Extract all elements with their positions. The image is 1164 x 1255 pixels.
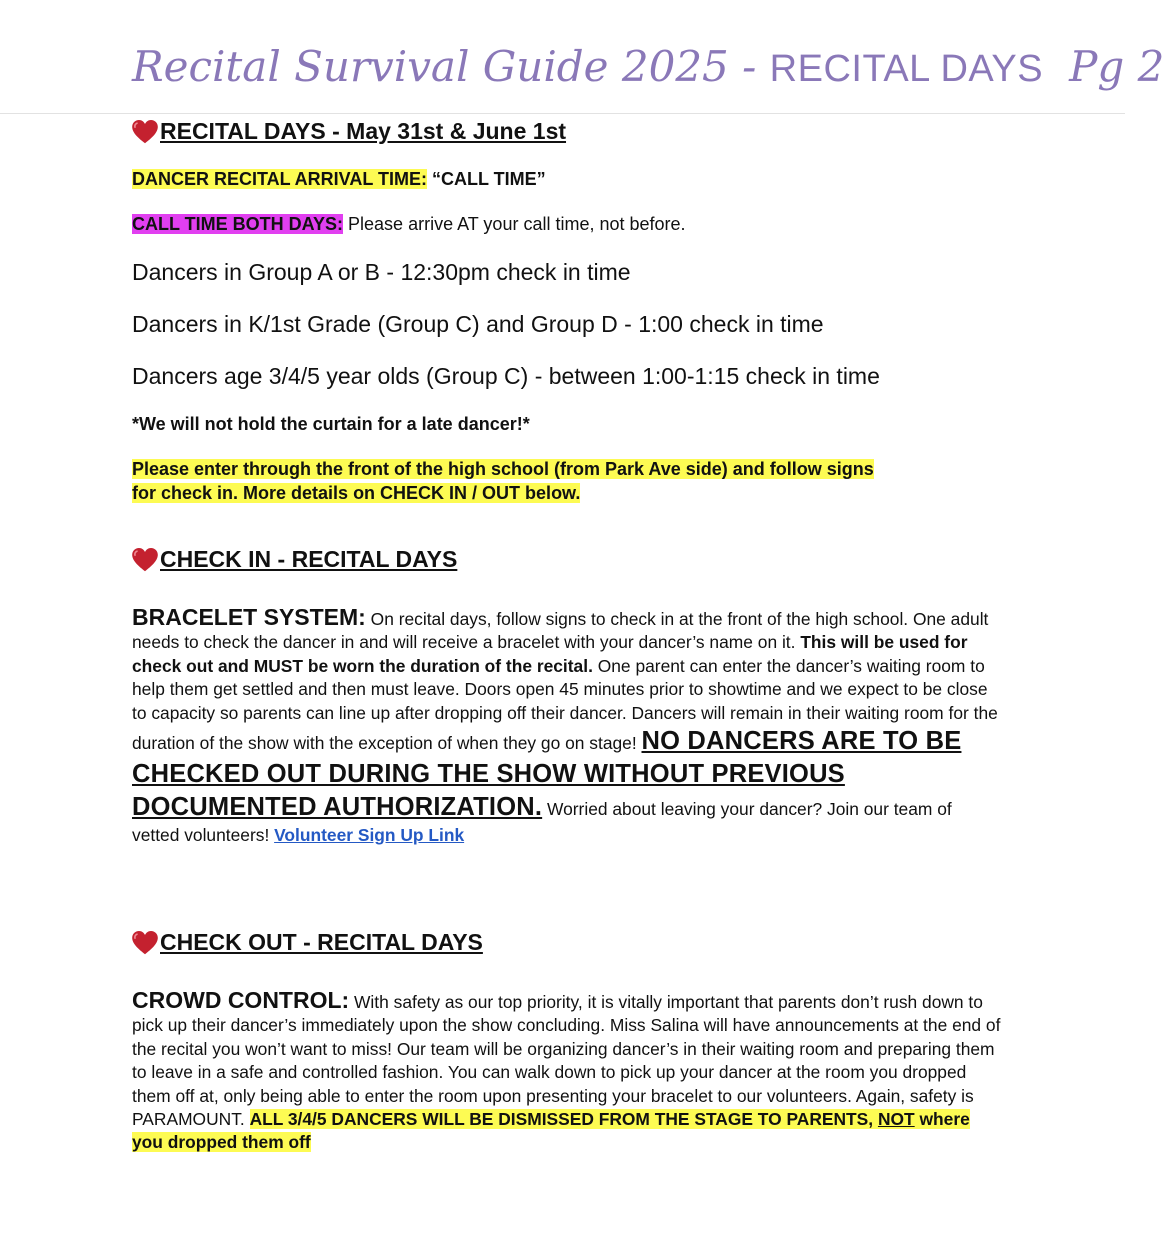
time-group-cd: Dancers in K/1st Grade (Group C) and Group D - 1:00 check in time bbox=[132, 311, 824, 337]
curtain-note: *We will not hold the curtain for a late dancer!* bbox=[132, 414, 530, 434]
red-heart-icon bbox=[132, 548, 158, 572]
heading-text: CHECK OUT - RECITAL DAYS bbox=[160, 929, 483, 955]
section-heading-check-in bbox=[132, 546, 457, 573]
section-heading-check-out bbox=[132, 929, 483, 956]
entry-line-2: for check in. More details on CHECK IN / OUT below. bbox=[132, 483, 581, 503]
red-heart-icon bbox=[132, 931, 158, 955]
dismissal-highlight-2: where you dropped them off bbox=[132, 1109, 970, 1153]
crowd-control-label: CROWD CONTROL: bbox=[132, 987, 350, 1013]
page-title bbox=[132, 42, 1164, 91]
page-number: Pg 2 bbox=[1069, 42, 1164, 91]
time-group-ab: Dancers in Group A or B - 12:30pm check in time bbox=[132, 259, 631, 285]
entry-instructions bbox=[132, 457, 874, 505]
volunteer-signup-link[interactable]: Volunteer Sign Up Link bbox=[274, 825, 465, 846]
call-time-label: CALL TIME BOTH DAYS: bbox=[132, 214, 344, 234]
check-out-paragraph bbox=[132, 989, 1002, 1155]
check-in-text-2: One parent can enter the dancer’s waiting room to help them get settled and then must leave. Doors open 45 minutes prior to showtime and we expect to be close to capacity so parents can line up after dropping off their dancer. Dancers will remain in their waiting room for the duration of the show with the exception of when they go on stage! bbox=[132, 655, 998, 754]
page-header bbox=[0, 0, 1164, 114]
bracelet-system-label: BRACELET SYSTEM: bbox=[132, 604, 366, 630]
arrival-label: DANCER RECITAL ARRIVAL TIME: bbox=[132, 169, 427, 189]
check-in-paragraph bbox=[132, 606, 1002, 847]
arrival-time-line bbox=[132, 168, 546, 190]
check-out-text: With safety as our top priority, it is vitally important that parents don’t rush down to pick up their dancer’s immediately upon the show concluding. Miss Salina will have announcements at the end of the recital you won’t want to miss! Our team will be organizing dancer’s in their waiting room and preparing them to leave in a safe and controlled fashion. You can walk down to pick up your dancer at the room you dropped them off at, only being able to enter the room upon presenting your bracelet to our volunteers. Again, safety is PARAMOUNT. bbox=[132, 992, 1001, 1130]
time-group-345: Dancers age 3/4/5 year olds (Group C) - between 1:00-1:15 check in time bbox=[132, 363, 880, 389]
call-time-line bbox=[132, 213, 686, 235]
red-heart-icon bbox=[132, 120, 158, 144]
title-caps: RECITAL DAYS bbox=[769, 48, 1044, 90]
section-heading-recital-days bbox=[132, 118, 566, 145]
dismissal-highlight-1: ALL 3/4/5 DANCERS WILL BE DISMISSED FROM THE STAGE TO PARENTS, bbox=[249, 1109, 878, 1130]
heading-text: CHECK IN - RECITAL DAYS bbox=[160, 546, 458, 572]
checkout-warning: NO DANCERS ARE TO BE CHECKED OUT DURING THE SHOW WITHOUT PREVIOUS DOCUMENTED AUTHORIZATION. bbox=[132, 727, 962, 822]
dismissal-not: NOT bbox=[877, 1109, 915, 1130]
heading-text: RECITAL DAYS - May 31st & June 1st bbox=[160, 118, 567, 144]
check-in-text-1: On recital days, follow signs to check in at the front of the high school. One adult needs to check the dancer in and will receive a bracelet with your dancer’s name on it. bbox=[132, 609, 989, 653]
call-time-value: Please arrive AT your call time, not before. bbox=[348, 214, 686, 234]
arrival-value: “CALL TIME” bbox=[432, 169, 546, 189]
entry-line-1: Please enter through the front of the high school (from Park Ave side) and follow signs bbox=[132, 459, 874, 479]
check-in-bold: This will be used for check out and MUST be worn the duration of the recital. bbox=[132, 632, 968, 676]
check-in-text-3: Worried about leaving your dancer? Join our team of vetted volunteers! bbox=[132, 799, 952, 846]
title-script: Recital Survival Guide 2025 - bbox=[132, 42, 770, 91]
